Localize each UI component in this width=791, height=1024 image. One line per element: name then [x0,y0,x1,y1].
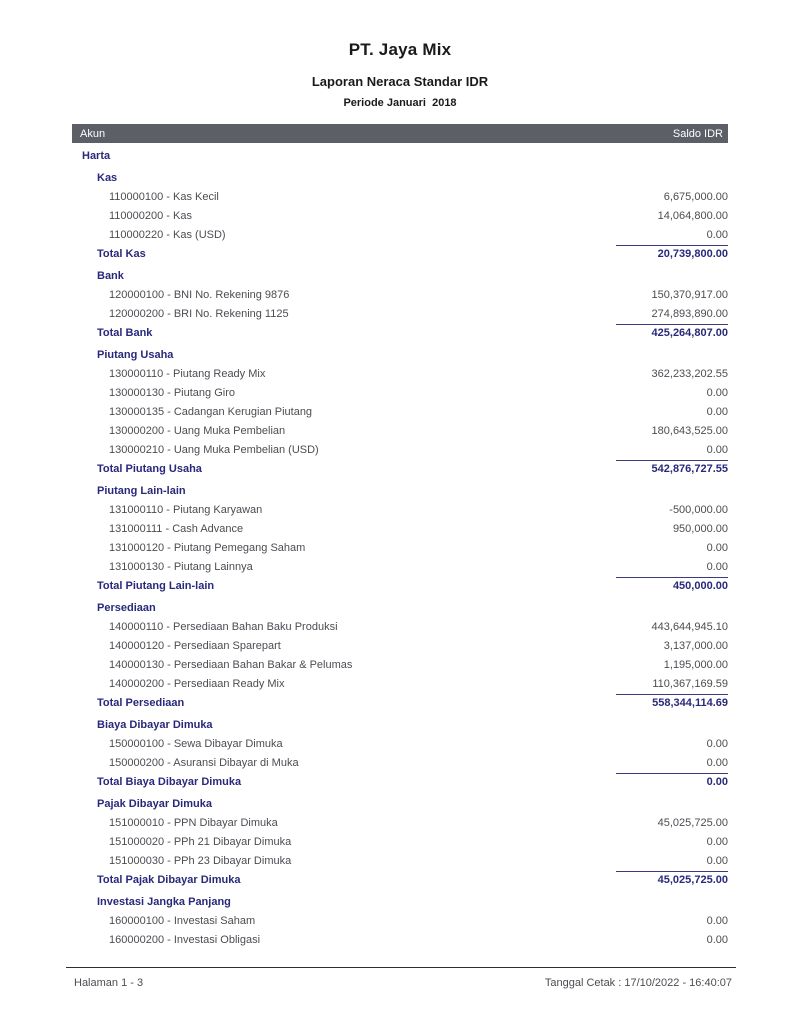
row-amount: 0.00 [706,934,728,946]
account-row [72,912,728,931]
row-amount: 150,370,917.00 [651,289,728,301]
row-amount: 45,025,725.00 [657,817,728,829]
row-label: 120000200 - BRI No. Rekening 1125 [109,308,289,320]
row-label: 140000110 - Persediaan Bahan Baku Produksi [109,621,338,633]
row-amount: -500,000.00 [669,504,728,516]
section-row [72,482,728,501]
account-row [72,188,728,207]
row-amount: 950,000.00 [672,523,728,535]
row-amount: 3,137,000.00 [663,640,728,652]
row-label: Piutang Lain-lain [97,485,186,497]
row-amount: 180,643,525.00 [651,425,728,437]
print-date: Tanggal Cetak : 17/10/2022 - 16:40:07 [544,977,732,989]
total-row [72,460,728,479]
page-footer [74,977,732,989]
row-label: Investasi Jangka Panjang [97,896,231,908]
row-label: Total Piutang Usaha [97,463,202,475]
section-row [72,346,728,365]
report-period: Periode Januari 2018 [343,97,457,109]
account-row [72,637,728,656]
row-amount: 1,195,000.00 [663,659,728,671]
total-row [72,694,728,713]
row-label: Piutang Usaha [97,349,174,361]
account-row [72,852,728,871]
account-row [72,286,728,305]
account-row [72,365,728,384]
row-label: Total Biaya Dibayar Dimuka [97,776,242,788]
account-row [72,441,728,460]
total-row [72,871,728,890]
column-header-akun: Akun [80,127,106,140]
row-label: 151000030 - PPh 23 Dibayar Dimuka [109,855,292,867]
group-row [72,147,728,166]
account-row [72,403,728,422]
row-label: Total Piutang Lain-lain [97,580,215,592]
total-row [72,577,728,596]
row-label: Total Pajak Dibayar Dimuka [97,874,241,886]
total-row [72,245,728,264]
section-row [72,893,728,912]
column-header-saldo-idr: Saldo IDR [672,127,723,140]
row-label: 130000110 - Piutang Ready Mix [109,368,266,380]
section-row [72,267,728,286]
account-row [72,384,728,403]
account-row [72,558,728,577]
account-row [72,735,728,754]
row-amount: 0.00 [706,406,728,418]
row-label: 131000111 - Cash Advance [109,523,244,535]
row-label: 160000200 - Investasi Obligasi [109,934,261,946]
row-label: Total Bank [97,327,153,339]
account-row [72,305,728,324]
row-amount: 450,000.00 [616,577,728,592]
account-row [72,814,728,833]
row-label: 110000200 - Kas [109,210,192,222]
row-amount: 20,739,800.00 [616,245,728,260]
row-label: 130000200 - Uang Muka Pembelian [109,425,286,437]
account-row [72,207,728,226]
row-label: Pajak Dibayar Dimuka [97,798,212,810]
row-amount: 362,233,202.55 [651,368,728,380]
account-row [72,656,728,675]
row-amount: 0.00 [706,561,728,573]
row-label: 130000130 - Piutang Giro [109,387,235,399]
row-amount: 558,344,114.69 [616,694,728,709]
row-amount: 274,893,890.00 [651,308,728,320]
row-label: Kas [97,172,118,184]
account-row [72,539,728,558]
account-row [72,754,728,773]
row-amount: 6,675,000.00 [663,191,728,203]
row-amount: 0.00 [706,738,728,750]
row-label: 140000130 - Persediaan Bahan Bakar & Pelumas [109,659,353,671]
row-label: 140000200 - Persediaan Ready Mix [109,678,285,690]
row-label: 150000200 - Asuransi Dibayar di Muka [109,757,299,769]
section-row [72,716,728,735]
account-row [72,422,728,441]
row-amount: 0.00 [706,836,728,848]
account-row [72,675,728,694]
row-label: 110000100 - Kas Kecil [109,191,219,203]
row-label: 120000100 - BNI No. Rekening 9876 [109,289,290,301]
account-row [72,618,728,637]
row-amount: 0.00 [706,387,728,399]
row-label: 110000220 - Kas (USD) [109,229,226,241]
account-row [72,520,728,539]
section-row [72,599,728,618]
row-amount: 425,264,807.00 [616,324,728,339]
row-label: Persediaan [97,602,156,614]
section-row [72,795,728,814]
row-label: 130000135 - Cadangan Kerugian Piutang [109,406,313,418]
row-label: Biaya Dibayar Dimuka [97,719,213,731]
row-amount: 0.00 [706,444,728,456]
account-row [72,501,728,520]
row-label: 131000120 - Piutang Pemegang Saham [109,542,306,554]
account-row [72,833,728,852]
row-label: Total Persediaan [97,697,185,709]
row-label: Bank [97,270,124,282]
row-label: 140000120 - Persediaan Sparepart [109,640,281,652]
footer-divider [66,967,736,968]
row-amount: 45,025,725.00 [616,871,728,886]
row-amount: 14,064,800.00 [657,210,728,222]
row-label: 150000100 - Sewa Dibayar Dimuka [109,738,283,750]
row-label: 151000020 - PPh 21 Dibayar Dimuka [109,836,292,848]
row-amount: 0.00 [706,542,728,554]
row-label: 131000110 - Piutang Karyawan [109,504,263,516]
table-header [72,124,728,143]
row-amount: 110,367,169.59 [652,678,728,690]
row-amount: 443,644,945.10 [651,621,728,633]
row-label: Total Kas [97,248,146,260]
row-amount: 0.00 [706,229,728,241]
row-amount: 0.00 [706,855,728,867]
company-name: PT. Jaya Mix [348,40,452,59]
section-row [72,169,728,188]
account-row [72,931,728,950]
row-label: 151000010 - PPN Dibayar Dimuka [109,817,278,829]
row-label: 130000210 - Uang Muka Pembelian (USD) [109,444,319,456]
report-rows [72,143,728,950]
report-title: Laporan Neraca Standar IDR [311,74,489,89]
total-row [72,324,728,343]
row-amount: 542,876,727.55 [616,460,728,475]
row-amount: 0.00 [706,915,728,927]
page-number: Halaman 1 - 3 [74,977,144,989]
row-label: 160000100 - Investasi Saham [109,915,256,927]
row-label: 131000130 - Piutang Lainnya [109,561,253,573]
account-row [72,226,728,245]
row-amount: 0.00 [616,773,728,788]
row-label: Harta [82,150,111,162]
row-amount: 0.00 [706,757,728,769]
total-row [72,773,728,792]
